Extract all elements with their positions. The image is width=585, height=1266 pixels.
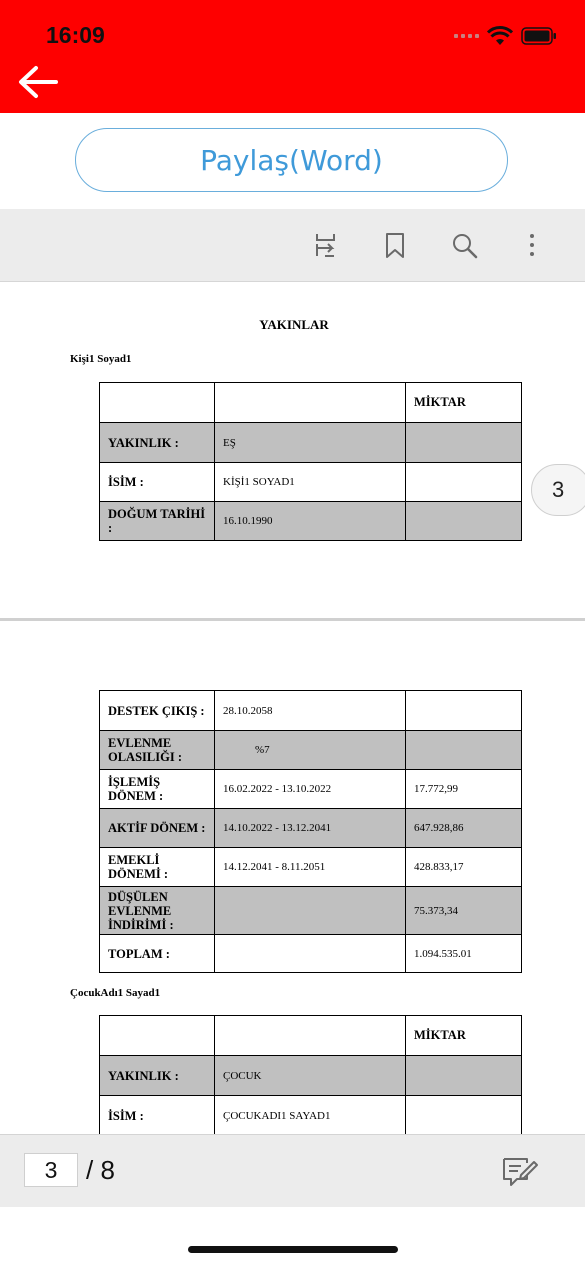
person1-details-table xyxy=(99,690,522,973)
person1-name: Kişi1 Soyad1 xyxy=(70,353,132,365)
home-indicator[interactable] xyxy=(188,1246,398,1253)
more-vertical-icon[interactable] xyxy=(518,231,546,259)
wifi-icon xyxy=(487,26,513,46)
person1-table xyxy=(99,382,522,541)
table-row: İSİM : ÇOCUKADI1 SAYAD1 xyxy=(100,1096,522,1135)
back-arrow-icon[interactable] xyxy=(14,62,62,102)
share-section xyxy=(0,113,585,209)
table-row: YAKINLIK : EŞ xyxy=(100,423,522,463)
bookmark-icon[interactable] xyxy=(381,231,409,259)
app-header xyxy=(0,0,585,113)
page-number-badge[interactable]: 3 xyxy=(531,464,585,516)
status-time: 16:09 xyxy=(46,22,105,48)
search-icon[interactable] xyxy=(450,231,478,259)
table-row: EMEKLİ DÖNEMİ : 14.12.2041 - 8.11.2051 428.833,17 xyxy=(100,848,522,887)
page-number-input[interactable]: 3 xyxy=(24,1153,78,1187)
battery-icon xyxy=(521,27,557,45)
person2-table xyxy=(99,1015,522,1134)
page-separator xyxy=(0,618,585,621)
person2-name: ÇocukAdı1 Sayad1 xyxy=(70,987,161,999)
table-row: İSİM : KİŞİ1 SOYAD1 xyxy=(100,463,522,502)
table-row: EVLENME OLASILIĞI : %7 xyxy=(100,731,522,770)
share-word-button[interactable]: Paylaş(Word) xyxy=(75,128,508,192)
table-header-row xyxy=(100,1016,522,1056)
annotate-icon[interactable] xyxy=(501,1155,539,1187)
status-icons xyxy=(454,26,557,46)
table-row: DESTEK ÇIKIŞ : 28.10.2058 xyxy=(100,691,522,731)
table-row: İŞLEMİŞ DÖNEM : 16.02.2022 - 13.10.2022 17.772,99 xyxy=(100,770,522,809)
table-row: YAKINLIK : ÇOCUK xyxy=(100,1056,522,1096)
table-row: DOĞUM TARİHİ : 16.10.1990 xyxy=(100,502,522,541)
table-row: TOPLAM : 1.094.535.01 xyxy=(100,935,522,973)
amount-header: MİKTAR xyxy=(406,383,522,423)
table-row: DÜŞÜLEN EVLENME İNDİRİMİ : 75.373,34 xyxy=(100,887,522,935)
pdf-document-view[interactable] xyxy=(0,282,585,1134)
page-total: / 8 xyxy=(86,1155,115,1185)
pdf-toolbar xyxy=(0,209,585,282)
pagination-bar xyxy=(0,1134,585,1207)
cellular-signal-icon xyxy=(454,34,479,38)
amount-header: MİKTAR xyxy=(406,1016,522,1056)
document-title: YAKINLAR xyxy=(259,317,329,332)
reflow-icon[interactable] xyxy=(312,231,340,259)
table-row: AKTİF DÖNEM : 14.10.2022 - 13.12.2041 647.928,86 xyxy=(100,809,522,848)
table-header-row xyxy=(100,383,522,423)
